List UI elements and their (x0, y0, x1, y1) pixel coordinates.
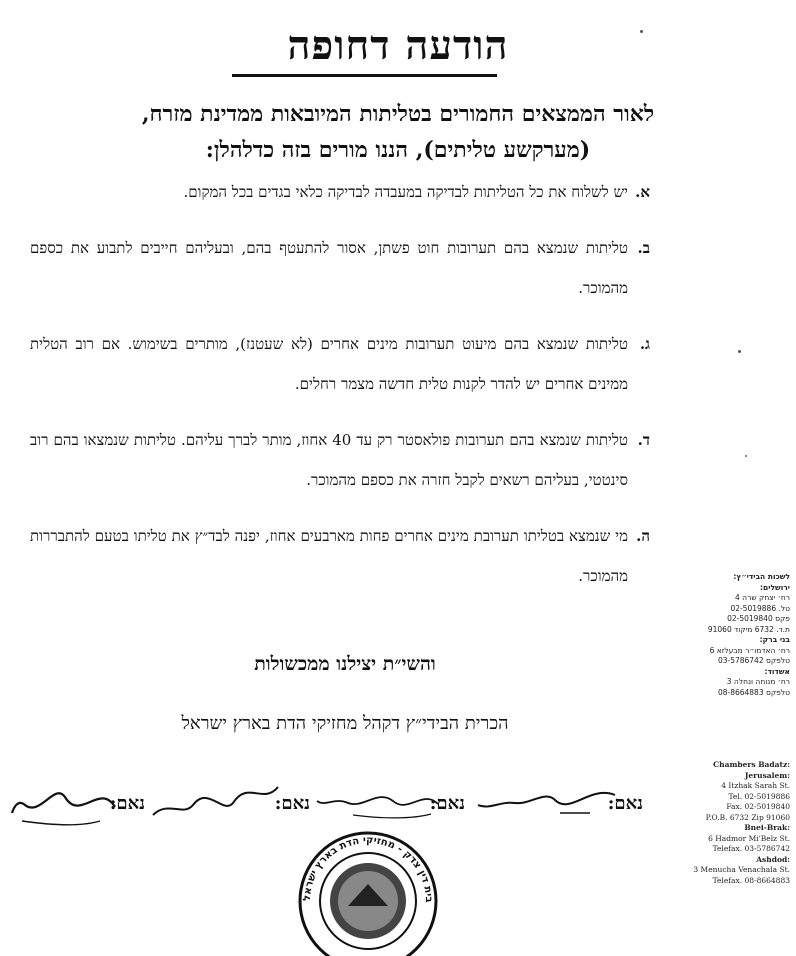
sidebar-line: רח׳ יצחק שרה 4 (735, 593, 790, 602)
item-letter: א. (635, 183, 650, 201)
signature-label: נאם: (607, 793, 643, 814)
item-text: טליתות שנמצא בהם תערובות חוט פשתן, אסור להתעטף בהם, ובעליהם חייבים לתבוע את כספם מהמוכר. (30, 239, 628, 297)
instruction-item (30, 420, 650, 500)
sidebar-line: פקס 02-5019840 (727, 614, 790, 623)
item-text: יש לשלוח את כל הטליתות לבדיקה במעבדה לבדיקה כלאי בגדים בכל המקום. (183, 183, 628, 201)
scan-speck (745, 455, 747, 457)
lead-line-1: לאור הממצאים החמורים בטליתות המיובאות ממדינת מזרח, (141, 101, 655, 127)
item-letter: ה. (636, 527, 650, 545)
seal-ring-text: בית דין צדק - מחזיקי הדת בארץ ישראל (301, 834, 435, 903)
sidebar-line: 4 Itzhak Sarah St. (721, 781, 790, 790)
handwritten-signature (148, 775, 283, 827)
item-text: מי שנמצא בטליתו תערובת מינים אחרים פחות מארבעים אחוז, יפנה לבד״ץ את טליתו בטעם להתבררות מהמוכר. (30, 527, 628, 585)
instruction-item (30, 172, 650, 212)
sidebar-line: טל. 02-5019886 (730, 603, 790, 613)
signature-label: נאם: (274, 793, 310, 814)
sidebar-line: ת.ד. 6732 מיקוד 91060 (707, 624, 790, 634)
sidebar-line: אשדוד: (764, 666, 790, 676)
signature-label: נאם: (109, 793, 145, 814)
sidebar-line: 6 Hadmor Mi'Belz St. (708, 833, 790, 843)
signature-label: נאם: (429, 793, 465, 814)
rabbinical-court-seal (293, 826, 443, 956)
item-letter: ד. (637, 431, 650, 449)
sidebar-line: טלפקס 03-5786742 (717, 656, 790, 665)
instruction-item (30, 516, 650, 596)
scan-speck (738, 350, 741, 353)
closing-blessing: והשי״ת יצילנו ממכשולות (254, 653, 436, 675)
handwritten-signature (470, 775, 620, 830)
sidebar-line: P.O.B. 6732 Zip 91060 (705, 812, 790, 822)
notice-lead (40, 96, 756, 168)
sidebar-line: 3 Menucha Venachala St. (693, 865, 790, 874)
item-text: טליתות שנמצא בהם תערובות פולאסטר רק עד 40 אחוז, מותר לברך עליהם. טליתות שנמצאו בהם רוב סינטטי, בעליהם רשאים לקבל חזרה את כספם מהמוכר. (30, 431, 628, 489)
instruction-item (30, 228, 650, 308)
item-text: טליתות שנמצא בהם מיעוט תערובות מינים אחרים (לא שעטנז), מותרים בשימוש. אם רוב הטלית ממינים אחרים יש להדר לקנות טלית חדשה מצמר רחלים. (30, 335, 628, 393)
item-letter: ב. (637, 239, 650, 257)
sidebar-line: Telefax. 08-8664883 (712, 875, 790, 885)
handwritten-signature (10, 777, 120, 829)
sidebar-line: Jerusalem: (744, 770, 790, 780)
sidebar-line: רח׳ מנוחה ונחלה 3 (726, 677, 790, 686)
contact-sidebar-english (672, 760, 790, 886)
instructions-list (30, 172, 650, 612)
sidebar-line: Telefax. 03-5786742 (712, 844, 790, 853)
signed-by-line: הכרית הבידי״ץ דקהל מחזיקי הדת בארץ ישראל (181, 713, 509, 734)
sidebar-line: טלפקס 08-8664883 (717, 687, 790, 697)
sidebar-line: רח׳ האדמו״ר מבעלזא 6 (709, 645, 790, 655)
handwritten-signature (313, 779, 443, 824)
lead-line-2: (מערקשע טליתים), הננו מורים בזה כדלהלן: (205, 137, 591, 163)
sidebar-line: בני ברק: (759, 635, 790, 644)
sidebar-line: ירושלים: (760, 582, 790, 592)
contact-sidebar-hebrew (672, 572, 790, 698)
title-underline (232, 74, 497, 77)
notice-title: הודעה דחופה (287, 22, 509, 69)
sidebar-line: Chambers Badatz: (713, 760, 790, 769)
item-letter: ג. (639, 335, 650, 353)
sidebar-line: לשכות הבידי״ץ: (733, 572, 790, 581)
sidebar-line: Tel. 02-5019886 (728, 791, 790, 801)
sidebar-line: Ashdod: (756, 854, 790, 864)
sidebar-line: Bnei-Brak: (744, 823, 790, 832)
instruction-item (30, 324, 650, 404)
sidebar-line: Fax. 02-5019840 (726, 802, 790, 811)
